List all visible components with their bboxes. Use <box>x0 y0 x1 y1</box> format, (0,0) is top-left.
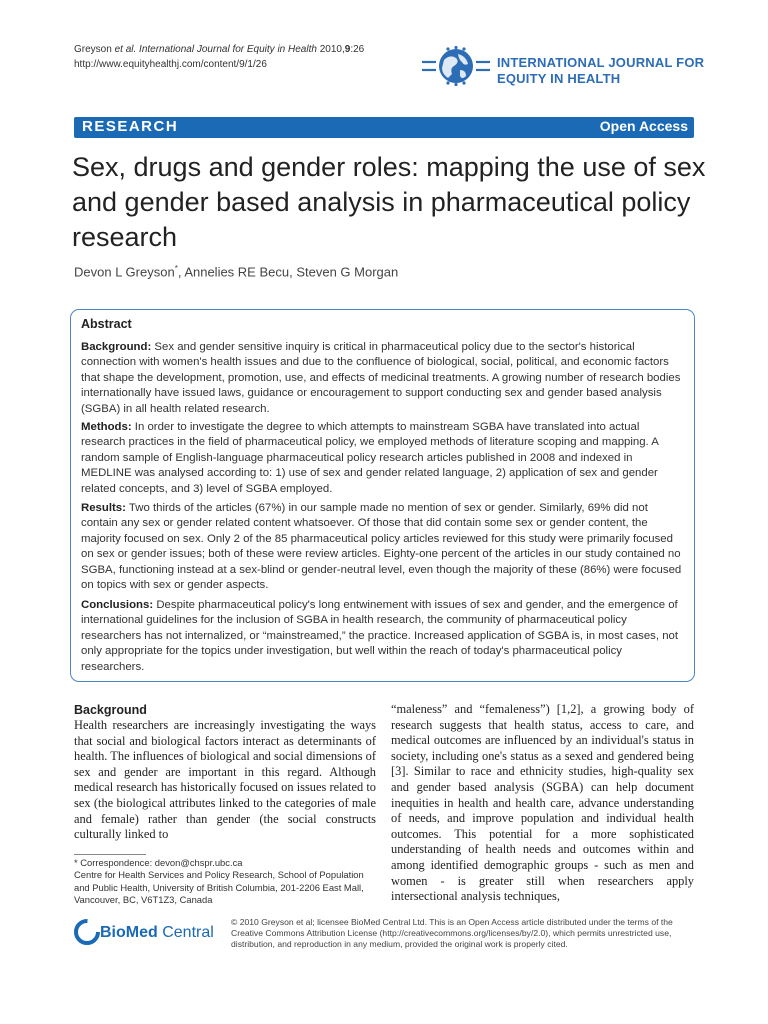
biomed-central-logo-icon <box>74 919 100 945</box>
abstract-methods-label: Methods: <box>81 421 132 433</box>
publisher-logo-bold: BioMed <box>100 924 158 941</box>
abstract-methods-text: In order to investigate the degree to which attempts to mainstream SGBA have translated into actual research practices in the field of pharmaceutical policy, we employed methods of literature scoping and mapping. A random sample of English-language pharmaceutical policy research articles published in 2008 and indexed in MEDLINE was analysed according to: 1) use of sex and gender related language, 2) application of sex and gender related concepts, and 3) level of SGBA employed. <box>81 421 659 495</box>
citation-etal: et al. <box>114 44 137 55</box>
abstract-conclusions-label: Conclusions: <box>81 599 154 611</box>
abstract-box <box>70 309 695 682</box>
abstract-results <box>81 501 686 593</box>
citation-journal: International Journal for Equity in Health <box>139 44 317 55</box>
citation-volume: 9 <box>344 44 351 55</box>
section-heading-background: Background <box>74 703 147 717</box>
author-names-rest: , Annelies RE Becu, Steven G Morgan <box>177 264 399 280</box>
section-label: RESEARCH <box>82 118 179 135</box>
author-list <box>74 264 398 279</box>
footnote-divider <box>74 854 146 855</box>
affiliation-note: Centre for Health Services and Policy Research, School of Population and Public Health, University of British Columbia, 201-2206 East Mall, Vancouver, BC, V6T1Z3, Canada <box>74 869 364 906</box>
body-column-left <box>74 702 376 843</box>
abstract-results-label: Results: <box>81 502 126 514</box>
citation-header <box>74 42 364 72</box>
abstract-background-text: Sex and gender sensitive inquiry is critical in pharmaceutical policy due to the sector's historical connection with women's health issues and due to the confluence of biological, social, political, and economic factors that shape the development, promotion, use, and effects of medicinal treatments. A growing number of research bodies internationally have issued laws, guidance or encouragement to support conducting sex and gender based analysis (SGBA) in all health related research. <box>81 341 681 415</box>
license-notice: © 2010 Greyson et al; licensee BioMed Central Ltd. This is an Open Access article distributed under the terms of the Creative Commons Attribution License (http://creativecommons.org/licenses/by/2.0), which permits unrestricted use, distribution, and reproduction in any medium, provided the original work is properly cited. <box>231 917 673 950</box>
body-paragraph: “maleness” and “femaleness”) [1,2], a growing body of research suggests that health status, access to care, and medical outcomes are influenced by an individual's status in society, including one's status as a sexed and gendered being [3]. Similar to race and ethnicity studies, high-quality sex and gender based analysis (SGBA) can help document inequities in health and health care, advance understanding of needs, and improve population and individual health outcomes. This potential for a more sophisticated understanding of health needs and outcomes within and among identified demographic groups - such as men and women - is greater still when researchers apply intersectional analysis techniques, <box>391 702 694 904</box>
section-banner <box>74 117 694 138</box>
citation-year: 2010, <box>319 44 345 55</box>
abstract-conclusions <box>81 598 686 675</box>
abstract-methods <box>81 420 686 497</box>
abstract-background <box>81 340 686 417</box>
publisher-logo <box>100 924 214 942</box>
citation-url[interactable]: http://www.equityhealthj.com/content/9/1/26 <box>74 59 267 70</box>
corresponding-mark: * <box>174 264 178 273</box>
journal-name-line1: INTERNATIONAL JOURNAL FOR <box>497 55 705 70</box>
abstract-heading: Abstract <box>81 317 132 331</box>
citation-line <box>74 42 364 57</box>
abstract-conclusions-text: Despite pharmaceutical policy's long entwinement with issues of sex and gender, and the emergence of international guidelines for the inclusion of SGBA in health research, the community of pharmaceutical policy researchers has not internalized, or “mainstreamed,” the practice. Increased application of SGBA is, in most cases, not only appropriate for the topics under investigation, but well within the reach of today's pharmaceutical policy researchers. <box>81 599 679 673</box>
open-access-label: Open Access <box>599 118 688 134</box>
correspondence-note: * Correspondence: devon@chspr.ubc.ca <box>74 857 243 868</box>
publisher-logo-light: Central <box>157 924 214 941</box>
article-title: Sex, drugs and gender roles: mapping the use of sex and gender based analysis in pharmaceutical policy research <box>72 152 706 252</box>
abstract-background-label: Background: <box>81 341 152 353</box>
citation-article: :26 <box>350 44 365 55</box>
author-name: Devon L Greyson <box>74 264 175 280</box>
footnote <box>74 857 376 907</box>
abstract-results-text: Two thirds of the articles (67%) in our sample made no mention of sex or gender. Similarly, 69% did not contain any sex or gender related content whatsoever. Of those that did contain some sex or gender content, the majority focused on sex. Only 2 of the 85 pharmaceutical policy articles reviewed for this study were primarily focused on sex or gender issues; both of these were review articles. Eighty-one percent of the articles in our study contained no SGBA, functioning instead at a sex-blind or gender-neutral level, even though the majority of these (86%) were focused on topics with sex or gender aspects. <box>81 502 682 592</box>
body-paragraph: Health researchers are increasingly investigating the ways that social and biological factors interact as determinants of health. The influences of biological and social dimensions of sex and gender are important in this regard. Although medical research has historically focused on issues related to sex (the biological attributes linked to the categories of male and female) rather than gender (the social constructs culturally linked to <box>74 718 376 842</box>
body-column-right <box>391 702 694 905</box>
journal-name <box>497 55 704 87</box>
citation-author: Greyson <box>74 44 112 55</box>
journal-name-line2: EQUITY IN HEALTH <box>497 71 621 86</box>
